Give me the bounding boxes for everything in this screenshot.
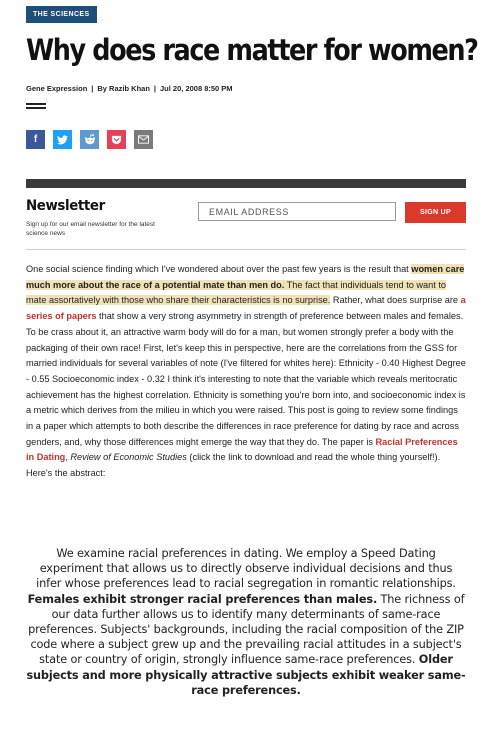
highlight-text: The fact that individuals tend to want to mate assortatively with those who share their characteristics is no surprise. — [26, 279, 447, 306]
pocket-icon — [111, 135, 122, 145]
category-tag[interactable]: THE SCIENCES — [26, 6, 97, 23]
body-text: , — [65, 452, 71, 463]
abstract-text: We examine racial preferences in dating. We employ a Speed Dating experiment that allows us to directly observe individual decisions and thus infer whose preferences lead to racial segregation in romantic relationships. — [36, 547, 456, 591]
byline — [26, 84, 233, 93]
reddit-icon — [84, 134, 96, 145]
byline-section[interactable]: Gene Expression — [26, 84, 88, 93]
newsletter-divider — [26, 249, 466, 250]
highlight-bold-text: women care much more about the race of a potential mate than men do. — [26, 264, 465, 290]
body-text: One social science finding which I've wondered about over the past few years is the result that — [26, 264, 412, 274]
series-of-papers-link[interactable]: a series of papers — [26, 295, 466, 322]
body-text: Rather, what does surprise are — [330, 295, 461, 306]
mail-icon — [138, 135, 149, 144]
paper-link[interactable]: Racial Preferences in Dating — [26, 436, 458, 463]
email-address-input[interactable] — [198, 202, 396, 221]
article-body-paragraph — [26, 262, 466, 482]
body-text: (click the link to download and read the whole thing yourself!). Here's the abstract: — [26, 452, 441, 479]
journal-name: Review of Economic Studies — [70, 452, 187, 463]
email-share-button[interactable] — [134, 130, 153, 149]
byline-separator: | — [91, 84, 94, 93]
divider-dash — [26, 107, 46, 109]
newsletter-title: Newsletter — [26, 198, 105, 214]
signup-button[interactable]: SIGN UP — [405, 202, 466, 223]
abstract-bold-text: Older subjects and more physically attractive subjects exhibit weaker same-race preferences. — [26, 653, 466, 697]
reddit-share-button[interactable] — [80, 130, 99, 149]
facebook-icon: f — [33, 134, 38, 145]
twitter-share-button[interactable] — [53, 130, 72, 149]
twitter-icon — [57, 135, 68, 145]
pocket-share-button[interactable] — [107, 130, 126, 149]
newsletter-top-bar — [26, 179, 466, 188]
article-title: Why does race matter for women? — [26, 33, 478, 67]
byline-author[interactable]: By Razib Khan — [97, 84, 150, 93]
facebook-share-button[interactable] — [26, 130, 45, 149]
newsletter-subtitle: Sign up for our email newsletter for the latest science news — [26, 221, 155, 237]
body-text: that show a very strong asymmetry in strength of preference between males and females. To be crass about it, an attractive warm body will do for a man, but women strongly prefer a body with the packaging of their own race! First, let's keep this in perspective, here are the correlations from the GSS for married individuals for several variables of note (I've filtered for whites here): Ethnicity - 0.40 Highest Degree - 0.55 Socioeconomic index - 0.32 I think it's interesting to note that the variable which reveals meritocratic achievement has the highest correlation. Ethnicity is something you're born into, and socioeconomic index is a metric which derives from the milieu in which you were raised. This post is going to review some findings in a paper which attempts to both describe the differences in race preference for dating by race and across genders, and, why those differences might emerge the way that they do. The paper is — [26, 311, 466, 447]
share-bar — [26, 130, 153, 149]
byline-separator: | — [153, 84, 157, 93]
abstract-bold-text: Females exhibit stronger racial preferences than males. — [27, 592, 378, 606]
byline-date: Jul 20, 2008 8:50 PM — [160, 84, 233, 93]
abstract-blockquote — [26, 546, 466, 698]
divider-dash — [26, 103, 46, 105]
abstract-text: The richness of our data further allows us to identify many determinants of same-race preferences. Subjects' backgrounds, including the racial composition of the ZIP code where a subject grew up and the prevailing racial attitudes in a subject's state or country of origin, strongly influence same-race preferences. — [28, 592, 465, 667]
